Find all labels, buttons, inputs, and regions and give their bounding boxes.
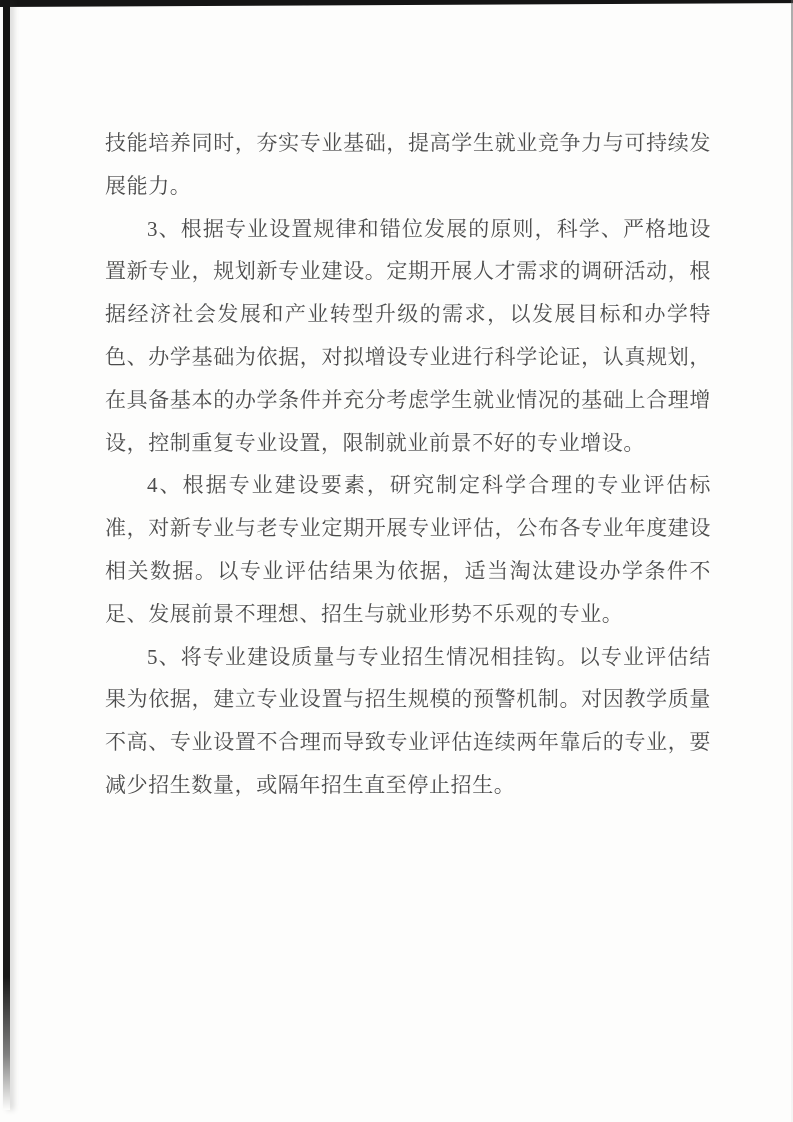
paragraph-item-5: 5、将专业建设质量与专业招生情况相挂钩。以专业评估结果为依据，建立专业设置与招生规模的预警机制。对因教学质量不高、专业设置不合理而导致专业评估连续两年靠后的专业，要减少招生数量，或隔年招生直至停止招生。 [105,644,711,797]
scan-artifact-top-edge [0,0,793,7]
paragraph-item-3: 3、根据专业设置规律和错位发展的原则，科学、严格地设置新专业，规划新专业建设。定期开展人才需求的调研活动，根据经济社会发展和产业转型升级的需求，以发展目标和办学特色、办学基础为依据，对拟增设专业进行科学论证，认真规划，在具备基本的办学条件并充分考虑学生就业情况的基础上合理增设，控制重复专业设置，限制就业前景不好的专业增设。 [105,216,711,455]
paragraph-continuation: 技能培养同时，夯实专业基础，提高学生就业竞争力与可持续发展能力。 [105,131,711,198]
document-body [105,122,711,807]
paragraph-item-4: 4、根据专业建设要素，研究制定科学合理的专业评估标准，对新专业与老专业定期开展专业评估，公布各专业年度建设相关数据。以专业评估结果为依据，适当淘汰建设办学条件不足、发展前景不理想、招生与就业形势不乐观的专业。 [105,473,711,626]
scan-artifact-left-edge [3,0,10,1110]
